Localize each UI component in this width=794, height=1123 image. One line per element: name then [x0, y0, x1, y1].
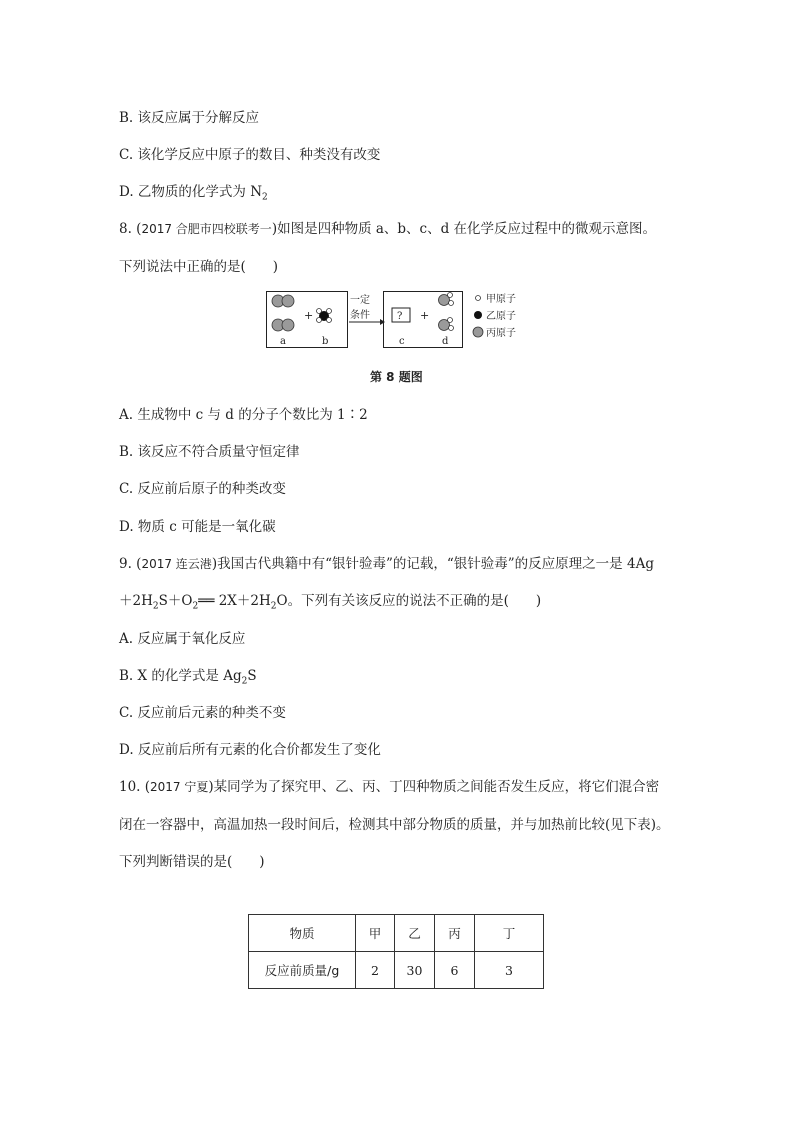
product-box — [384, 292, 463, 348]
reaction-arrow — [349, 294, 385, 325]
subscript: 2 — [262, 192, 268, 203]
q7-option-d-text: D. 乙物质的化学式为 N — [119, 184, 263, 200]
label-b: b — [322, 336, 329, 347]
q9-stem — [119, 552, 654, 572]
table-header: 甲 — [356, 915, 395, 952]
table-row — [249, 952, 544, 989]
q8-option-b: B. 该反应不符合质量守恒定律 — [119, 444, 300, 460]
question-stem: )我国古代典籍中有“银针验毒”的记载，“银针验毒”的反应原理之一是 4Ag — [211, 556, 654, 572]
equation-part: S＋O — [158, 593, 193, 609]
q7-option-d — [119, 180, 268, 203]
question-mark: ? — [397, 311, 403, 322]
q8-stem — [119, 217, 656, 237]
label-a: a — [280, 336, 286, 347]
arrow-label-top: 一定 — [350, 295, 370, 306]
q9-option-d: D. 反应前后所有元素的化合价都发生了变化 — [119, 742, 381, 758]
question-source: 2017 连云港 — [141, 557, 212, 571]
molecule-a-1 — [272, 295, 294, 307]
question-source: 2017 宁夏 — [150, 780, 209, 794]
question-number: 9. ( — [119, 556, 142, 572]
q9-option-c: C. 反应前后元素的种类不变 — [119, 705, 286, 721]
q10-stem-line3: 下列判断错误的是( ) — [119, 854, 265, 870]
table-cell: 6 — [435, 952, 475, 989]
q8-reaction-diagram — [266, 290, 536, 352]
question-stem: )某同学为了探究甲、乙、丙、丁四种物质之间能否发生反应，将它们混合密 — [208, 779, 660, 795]
legend-bing: 丙原子 — [486, 328, 516, 339]
q8-stem-line2: 下列说法中正确的是( ) — [119, 259, 279, 275]
option-text: S — [247, 668, 257, 684]
molecule-d-1 — [439, 293, 454, 306]
subscript: 2 — [270, 601, 277, 612]
reactant-box — [267, 292, 348, 348]
label-c: c — [399, 336, 405, 347]
q7-option-b: B. 该反应属于分解反应 — [119, 110, 260, 126]
q10-stem-line2: 闭在一容器中，高温加热一段时间后，检测其中部分物质的质量，并与加热前比较(见下表)。 — [119, 817, 670, 833]
molecule-a-2 — [272, 319, 294, 331]
plus-sign: + — [304, 309, 314, 322]
equation-part: ＋2H — [119, 593, 153, 609]
question-stem: )如图是四种物质 a、b、c、d 在化学反应过程中的微观示意图。 — [271, 221, 657, 237]
equation-part: ══ 2X＋2H — [198, 593, 271, 609]
q10-stem — [119, 775, 659, 795]
table-header-row — [249, 915, 544, 952]
table-cell: 30 — [395, 952, 435, 989]
q9-option-b — [119, 664, 257, 687]
question-number: 10. ( — [119, 779, 151, 795]
option-text: B. X 的化学式是 Ag — [119, 668, 242, 684]
label-d: d — [442, 336, 449, 347]
atom-legend — [473, 293, 516, 339]
table-header: 丁 — [475, 915, 544, 952]
subscript: 2 — [192, 601, 199, 612]
q8-option-d: D. 物质 c 可能是一氧化碳 — [119, 519, 276, 535]
table-header: 乙 — [395, 915, 435, 952]
table-row-label: 反应前质量/g — [249, 952, 356, 989]
question-number: 8. ( — [119, 221, 142, 237]
question-source: 2017 合肥市四校联考一 — [141, 222, 272, 236]
plus-sign: + — [420, 309, 430, 322]
q9-option-a: A. 反应属于氧化反应 — [119, 631, 246, 647]
molecule-b — [317, 309, 332, 323]
legend-jia: 甲原子 — [486, 294, 516, 305]
arrow-label-bottom: 条件 — [350, 310, 370, 321]
q8-option-c: C. 反应前后原子的种类改变 — [119, 481, 286, 497]
q9-equation-line — [119, 589, 541, 612]
table-header: 物质 — [249, 915, 356, 952]
subscript: 2 — [241, 676, 248, 687]
table-cell: 3 — [475, 952, 544, 989]
table-cell: 2 — [356, 952, 395, 989]
mass-table — [248, 914, 544, 989]
subscript: 2 — [152, 601, 159, 612]
legend-yi: 乙原子 — [486, 311, 516, 322]
q7-option-c: C. 该化学反应中原子的数目、种类没有改变 — [119, 147, 381, 163]
table-header: 丙 — [435, 915, 475, 952]
molecule-d-2 — [439, 318, 454, 331]
q8-option-a: A. 生成物中 c 与 d 的分子个数比为 1∶2 — [119, 407, 368, 423]
equation-part: O。下列有关该反应的说法不正确的是( ) — [276, 593, 542, 609]
figure-caption: 第 8 题图 — [370, 370, 423, 384]
